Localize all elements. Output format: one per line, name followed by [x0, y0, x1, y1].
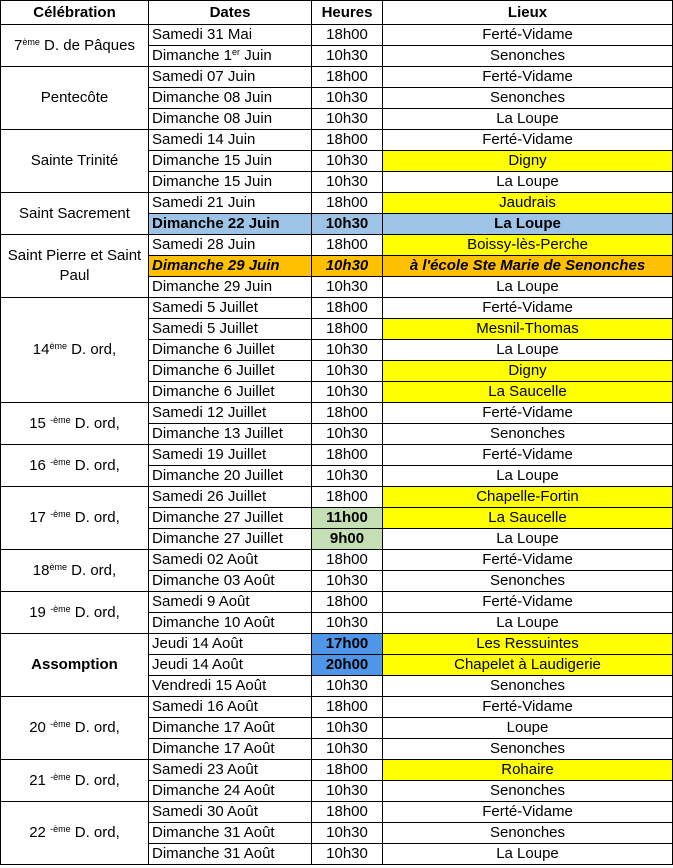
text-part: D. ord, — [67, 341, 117, 358]
location-cell: La Saucelle — [383, 508, 673, 529]
location-cell: Rohaire — [383, 760, 673, 781]
date-cell: Dimanche 29 Juin — [149, 256, 312, 277]
table-row — [1, 130, 673, 151]
date-cell: Samedi 5 Juillet — [149, 319, 312, 340]
time-cell: 18h00 — [312, 550, 383, 571]
text-part: 20 — [29, 719, 51, 736]
text-part: D. de Pâques — [39, 36, 135, 54]
superscript: er — [232, 47, 241, 57]
time-cell: 10h30 — [312, 172, 383, 193]
table-row — [1, 550, 673, 571]
time-cell: 18h00 — [312, 67, 383, 88]
celebration-cell: Sainte Trinité — [1, 130, 149, 193]
table-row — [1, 25, 673, 46]
celebration-cell — [1, 403, 149, 445]
date-cell: Samedi 30 Août — [149, 802, 312, 823]
location-cell: Senonches — [383, 781, 673, 802]
superscript: ème — [22, 36, 40, 47]
location-cell: Ferté-Vidame — [383, 25, 673, 46]
location-cell: Ferté-Vidame — [383, 67, 673, 88]
location-cell: Ferté-Vidame — [383, 697, 673, 718]
superscript: -ème — [50, 456, 71, 467]
schedule-body — [1, 25, 673, 865]
text-part: 22 — [29, 824, 51, 841]
text-part: Juin — [240, 47, 272, 64]
location-cell: La Loupe — [383, 844, 673, 865]
date-cell: Samedi 5 Juillet — [149, 298, 312, 319]
text-part: 19 — [29, 603, 51, 621]
location-cell: La Loupe — [383, 466, 673, 487]
time-cell: 10h30 — [312, 151, 383, 172]
celebration-cell — [1, 760, 149, 802]
text-part: D. ord, — [67, 561, 117, 579]
text-part: D. ord, — [70, 414, 120, 432]
location-cell: Boissy-lès-Perche — [383, 235, 673, 256]
date-cell: Dimanche 08 Juin — [149, 88, 312, 109]
date-cell: Samedi 19 Juillet — [149, 445, 312, 466]
text-part: 18 — [32, 561, 50, 579]
date-cell: Samedi 16 Août — [149, 697, 312, 718]
table-row — [1, 487, 673, 508]
table-row — [1, 403, 673, 424]
date-cell: Dimanche 6 Juillet — [149, 361, 312, 382]
location-cell: Senonches — [383, 88, 673, 109]
date-cell: Jeudi 14 Août — [149, 655, 312, 676]
date-cell: Dimanche 03 Août — [149, 571, 312, 592]
time-cell: 18h00 — [312, 130, 383, 151]
location-cell: Senonches — [383, 46, 673, 67]
table-row — [1, 760, 673, 781]
date-cell: Dimanche 24 Août — [149, 781, 312, 802]
date-cell: Dimanche 31 Août — [149, 844, 312, 865]
date-cell: Jeudi 14 Août — [149, 634, 312, 655]
date-cell — [149, 46, 312, 67]
celebration-cell — [1, 550, 149, 592]
time-cell: 10h30 — [312, 466, 383, 487]
time-cell: 10h30 — [312, 781, 383, 802]
date-cell: Samedi 12 Juillet — [149, 403, 312, 424]
superscript: -ème — [50, 771, 71, 782]
text-part: 15 — [29, 414, 51, 432]
location-cell: Chapelle-Fortin — [383, 487, 673, 508]
time-cell: 10h30 — [312, 424, 383, 445]
time-cell: 10h30 — [312, 109, 383, 130]
celebration-cell — [1, 487, 149, 550]
time-cell: 10h30 — [312, 277, 383, 298]
text-part: D. ord, — [70, 771, 120, 789]
table-row — [1, 802, 673, 823]
celebration-cell: Pentecôte — [1, 67, 149, 130]
table-row — [1, 697, 673, 718]
text-part: D. ord, — [70, 603, 120, 621]
celebration-cell — [1, 445, 149, 487]
time-cell: 18h00 — [312, 592, 383, 613]
date-cell: Samedi 23 Août — [149, 760, 312, 781]
text-part: 14 — [32, 341, 50, 358]
celebration-cell — [1, 592, 149, 634]
date-cell: Dimanche 27 Juillet — [149, 529, 312, 550]
time-cell: 10h30 — [312, 256, 383, 277]
location-cell: La Loupe — [383, 172, 673, 193]
location-cell: Senonches — [383, 571, 673, 592]
celebration-cell — [1, 25, 149, 67]
time-cell: 10h30 — [312, 844, 383, 865]
time-cell: 18h00 — [312, 235, 383, 256]
text-part: D. ord, — [70, 824, 120, 841]
location-cell: Les Ressuintes — [383, 634, 673, 655]
table-row — [1, 67, 673, 88]
table-row — [1, 298, 673, 319]
time-cell: 18h00 — [312, 193, 383, 214]
date-cell: Samedi 07 Juin — [149, 67, 312, 88]
location-cell: Loupe — [383, 718, 673, 739]
time-cell: 18h00 — [312, 760, 383, 781]
location-cell: Digny — [383, 151, 673, 172]
location-cell: Senonches — [383, 676, 673, 697]
superscript: -ème — [50, 509, 71, 519]
text-part: Dimanche 1 — [152, 47, 233, 64]
time-cell: 10h30 — [312, 88, 383, 109]
text-part: D. ord, — [70, 509, 120, 526]
celebration-cell: Saint Sacrement — [1, 193, 149, 235]
time-cell: 18h00 — [312, 25, 383, 46]
time-cell: 10h30 — [312, 823, 383, 844]
location-cell: Ferté-Vidame — [383, 130, 673, 151]
celebration-cell: Saint Pierre et Saint Paul — [1, 235, 149, 298]
table-row — [1, 445, 673, 466]
celebration-cell — [1, 298, 149, 403]
table-row — [1, 634, 673, 655]
superscript: -ème — [50, 719, 71, 729]
location-cell: La Loupe — [383, 340, 673, 361]
time-cell: 11h00 — [312, 508, 383, 529]
header-heures: Heures — [312, 1, 383, 25]
date-cell: Samedi 9 Août — [149, 592, 312, 613]
time-cell: 10h30 — [312, 340, 383, 361]
time-cell: 10h30 — [312, 214, 383, 235]
date-cell: Dimanche 08 Juin — [149, 109, 312, 130]
celebration-cell — [1, 697, 149, 760]
time-cell: 10h30 — [312, 676, 383, 697]
time-cell: 10h30 — [312, 718, 383, 739]
date-cell: Vendredi 15 Août — [149, 676, 312, 697]
location-cell: Senonches — [383, 424, 673, 445]
time-cell: 10h30 — [312, 739, 383, 760]
date-cell: Samedi 21 Juin — [149, 193, 312, 214]
header-lieux: Lieux — [383, 1, 673, 25]
location-cell: Mesnil-Thomas — [383, 319, 673, 340]
location-cell: La Loupe — [383, 529, 673, 550]
location-cell: La Loupe — [383, 613, 673, 634]
celebration-cell: Assomption — [1, 634, 149, 697]
time-cell: 10h30 — [312, 613, 383, 634]
time-cell: 10h30 — [312, 382, 383, 403]
location-cell: Senonches — [383, 739, 673, 760]
date-cell: Dimanche 6 Juillet — [149, 382, 312, 403]
celebration-cell — [1, 802, 149, 865]
date-cell: Dimanche 22 Juin — [149, 214, 312, 235]
location-cell: Ferté-Vidame — [383, 550, 673, 571]
time-cell: 18h00 — [312, 697, 383, 718]
superscript: -ème — [50, 414, 71, 425]
date-cell: Samedi 14 Juin — [149, 130, 312, 151]
text-part: D. ord, — [70, 719, 120, 736]
text-part: 21 — [29, 771, 51, 789]
time-cell: 18h00 — [312, 445, 383, 466]
time-cell: 20h00 — [312, 655, 383, 676]
location-cell: à l'école Ste Marie de Senonches — [383, 256, 673, 277]
date-cell: Samedi 31 Mai — [149, 25, 312, 46]
date-cell: Dimanche 27 Juillet — [149, 508, 312, 529]
time-cell: 18h00 — [312, 487, 383, 508]
time-cell: 10h30 — [312, 46, 383, 67]
location-cell: Chapelet à Laudigerie — [383, 655, 673, 676]
superscript: ème — [49, 561, 67, 572]
date-cell: Dimanche 20 Juillet — [149, 466, 312, 487]
date-cell: Dimanche 17 Août — [149, 718, 312, 739]
table-row — [1, 592, 673, 613]
location-cell: Ferté-Vidame — [383, 592, 673, 613]
text-part: D. ord, — [70, 456, 120, 474]
date-cell: Dimanche 31 Août — [149, 823, 312, 844]
time-cell: 18h00 — [312, 403, 383, 424]
location-cell: Ferté-Vidame — [383, 802, 673, 823]
date-cell: Dimanche 15 Juin — [149, 172, 312, 193]
header-celebration: Célébration — [1, 1, 149, 25]
location-cell: Jaudrais — [383, 193, 673, 214]
text-part: 16 — [29, 456, 51, 474]
time-cell: 18h00 — [312, 298, 383, 319]
table-row — [1, 235, 673, 256]
time-cell: 9h00 — [312, 529, 383, 550]
location-cell: La Loupe — [383, 109, 673, 130]
date-cell: Dimanche 17 Août — [149, 739, 312, 760]
location-cell: La Saucelle — [383, 382, 673, 403]
time-cell: 10h30 — [312, 571, 383, 592]
time-cell: 17h00 — [312, 634, 383, 655]
location-cell: Senonches — [383, 823, 673, 844]
location-cell: Ferté-Vidame — [383, 298, 673, 319]
header-row — [1, 1, 673, 25]
text-part: 17 — [29, 509, 51, 526]
location-cell: Digny — [383, 361, 673, 382]
time-cell: 18h00 — [312, 802, 383, 823]
date-cell: Dimanche 13 Juillet — [149, 424, 312, 445]
table-row — [1, 193, 673, 214]
date-cell: Samedi 02 Août — [149, 550, 312, 571]
superscript: -ème — [50, 824, 71, 834]
location-cell: Ferté-Vidame — [383, 445, 673, 466]
location-cell: Ferté-Vidame — [383, 403, 673, 424]
text-part: 7 — [14, 36, 23, 54]
superscript: -ème — [50, 603, 71, 614]
date-cell: Samedi 28 Juin — [149, 235, 312, 256]
location-cell: La Loupe — [383, 277, 673, 298]
date-cell: Dimanche 15 Juin — [149, 151, 312, 172]
date-cell: Dimanche 6 Juillet — [149, 340, 312, 361]
superscript: ème — [49, 341, 67, 351]
date-cell: Dimanche 29 Juin — [149, 277, 312, 298]
time-cell: 18h00 — [312, 319, 383, 340]
date-cell: Samedi 26 Juillet — [149, 487, 312, 508]
date-cell: Dimanche 10 Août — [149, 613, 312, 634]
header-dates: Dates — [149, 1, 312, 25]
location-cell: La Loupe — [383, 214, 673, 235]
time-cell: 10h30 — [312, 361, 383, 382]
